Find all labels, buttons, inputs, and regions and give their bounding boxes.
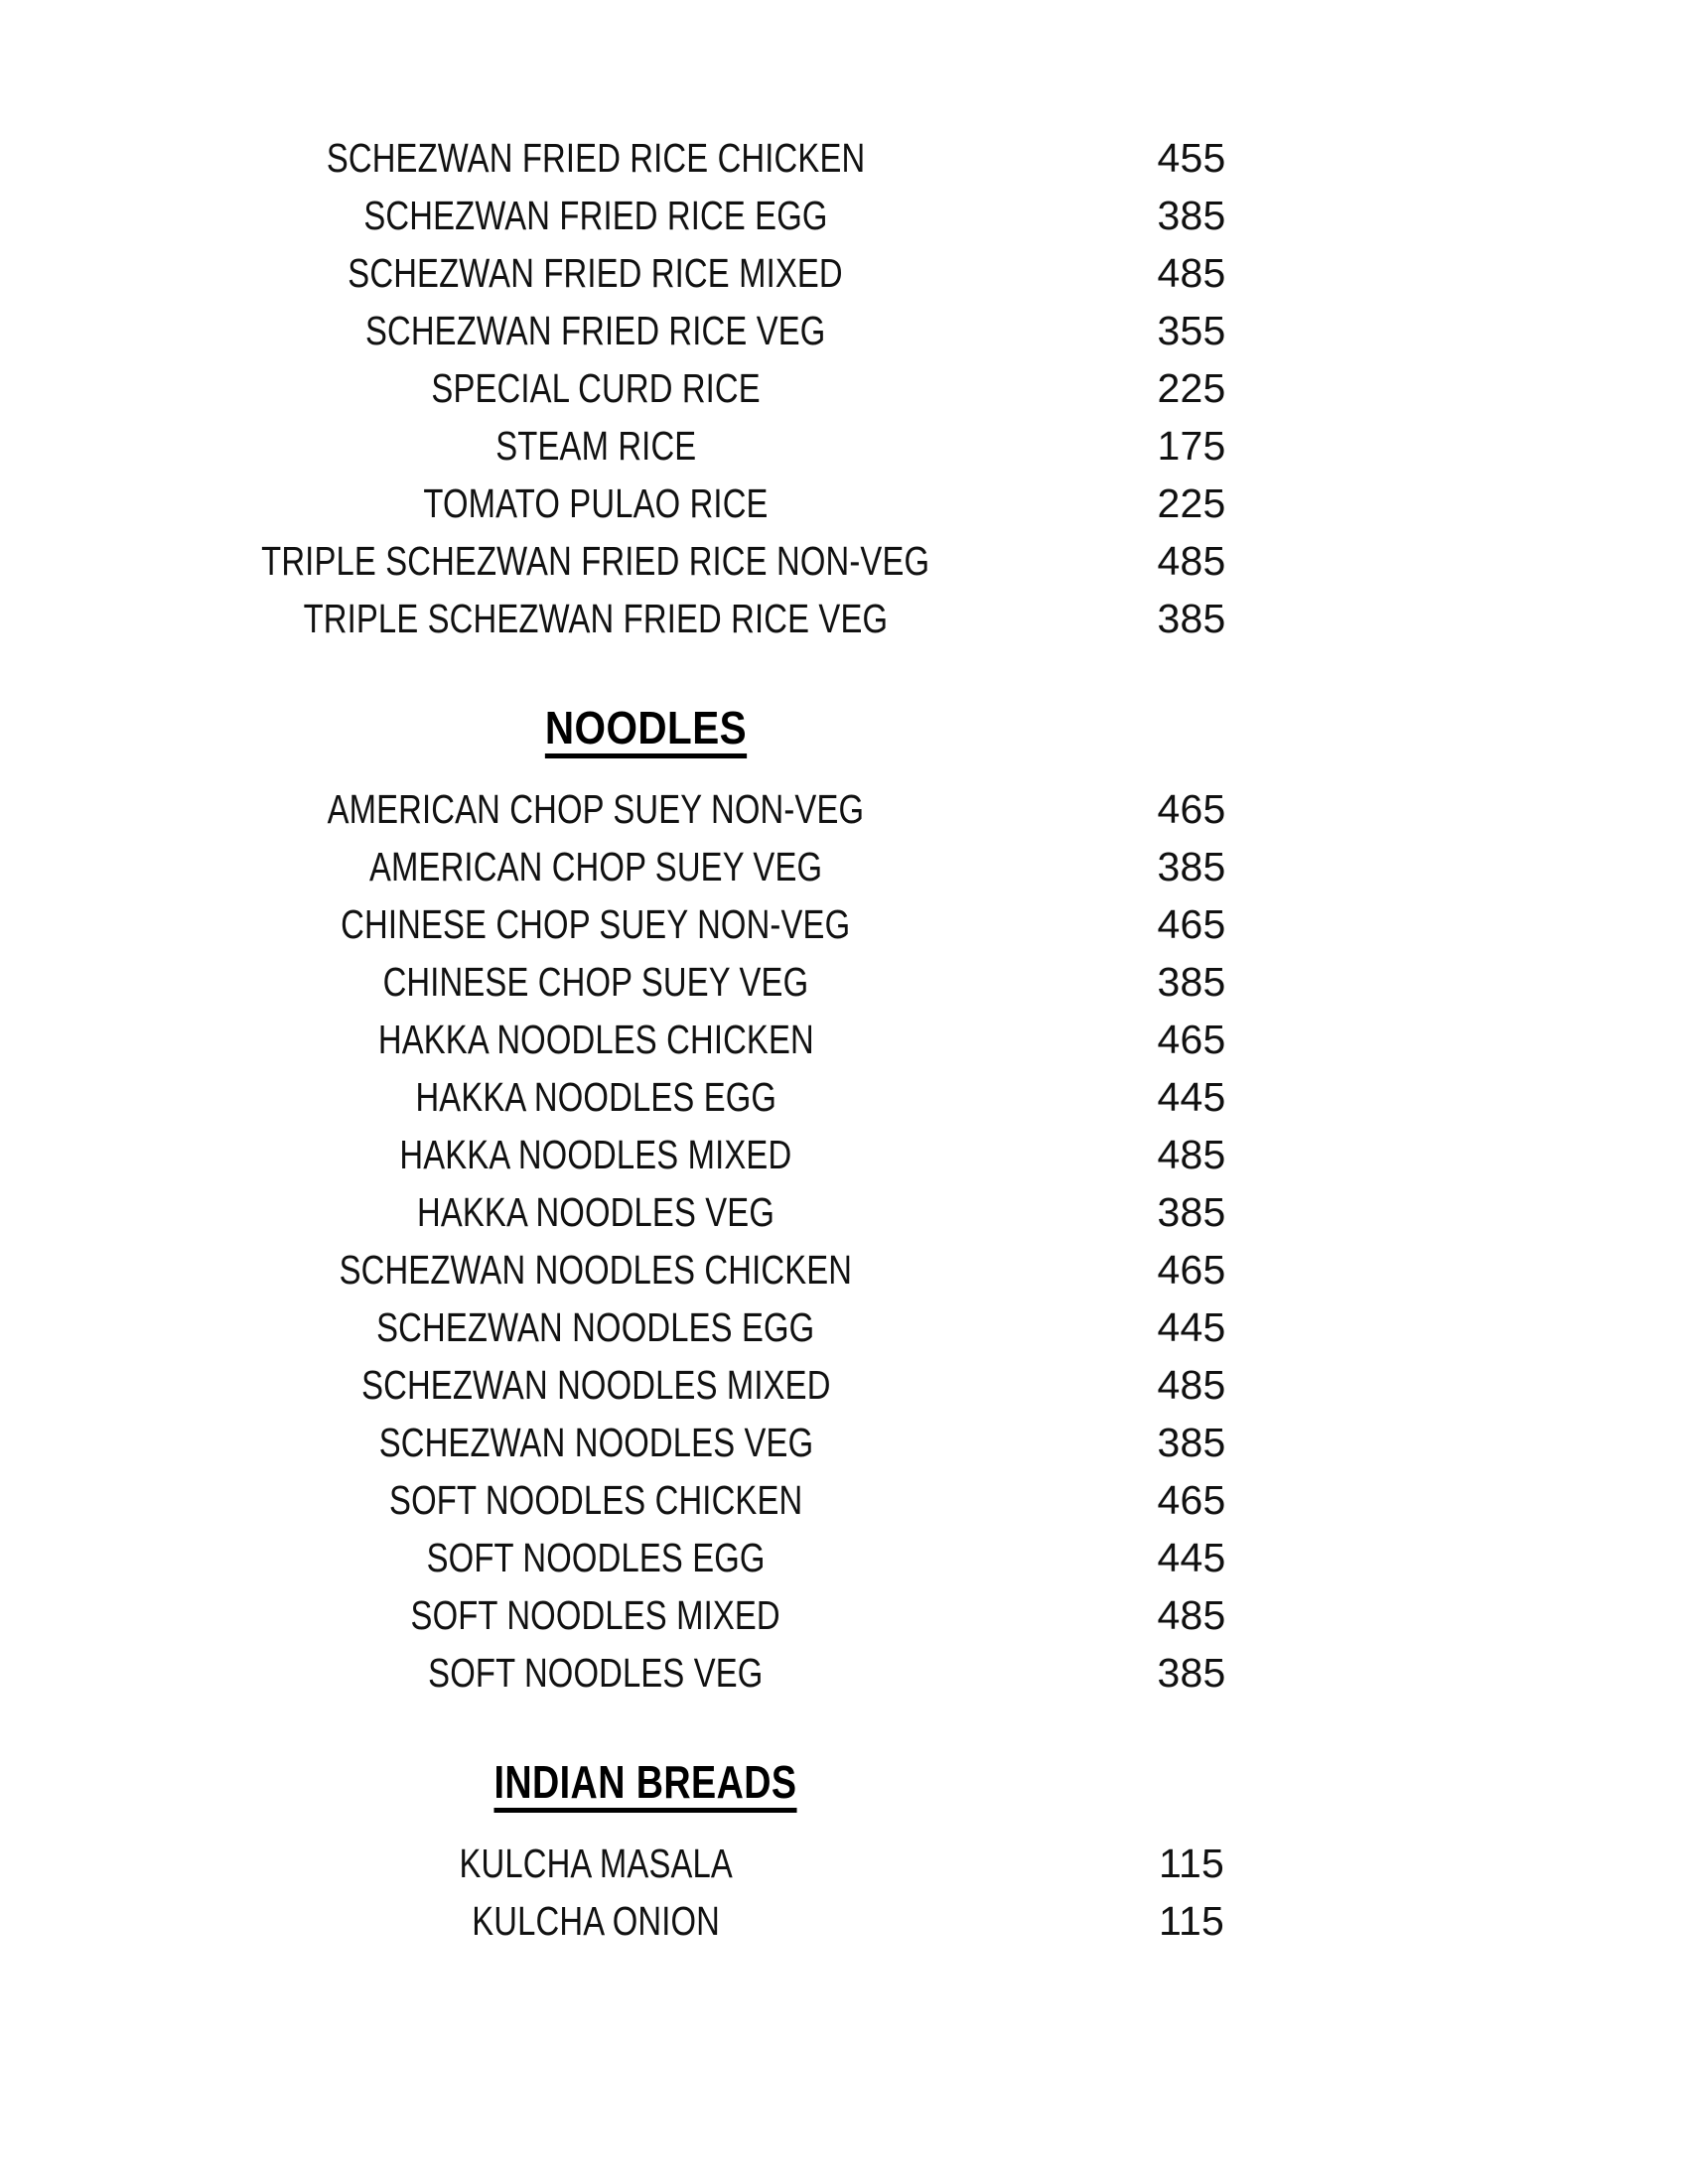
menu-item-name-label: KULCHA MASALA: [459, 1841, 733, 1886]
section-heading-label: NOODLES: [544, 705, 746, 758]
menu-item-price: 385: [1157, 1650, 1226, 1696]
menu-item-name-label: SCHEZWAN NOODLES MIXED: [360, 1362, 831, 1408]
menu-item-name-label: SOFT NOODLES EGG: [426, 1535, 766, 1580]
menu-item-row: [0, 532, 1291, 590]
menu-item-row: [0, 1892, 1291, 1950]
menu-item-row: [0, 1414, 1291, 1471]
menu-item-price: 455: [1157, 135, 1226, 181]
menu-item-name: [0, 1529, 1092, 1586]
menu-item-name-label: SCHEZWAN FRIED RICE CHICKEN: [326, 135, 866, 181]
menu-item-price: 385: [1157, 844, 1226, 889]
menu-item-row: [0, 302, 1291, 359]
menu-item-row: [0, 1298, 1291, 1356]
menu-item-name-label: SCHEZWAN FRIED RICE MIXED: [348, 250, 844, 296]
menu-item-name-label: SCHEZWAN NOODLES CHICKEN: [339, 1247, 853, 1293]
menu-item-row: [0, 359, 1291, 417]
menu-item-name-label: TRIPLE SCHEZWAN FRIED RICE VEG: [303, 596, 889, 641]
menu-item-row: [0, 895, 1291, 953]
menu-item-price: 465: [1157, 1247, 1226, 1293]
menu-item-row: [0, 244, 1291, 302]
menu-item-price: 385: [1157, 193, 1226, 238]
menu-item-name: [0, 590, 1092, 647]
menu-item-row: [0, 1586, 1291, 1644]
menu-item-name-label: SOFT NOODLES VEG: [428, 1650, 764, 1696]
menu-item-row: [0, 780, 1291, 838]
menu-item-price: 485: [1157, 1362, 1226, 1408]
menu-item-name: [0, 1068, 1092, 1126]
menu-item-price: 465: [1157, 1017, 1226, 1062]
menu-item-row: [0, 953, 1291, 1011]
menu-item-name: [0, 417, 1092, 475]
menu-item-row: [0, 590, 1291, 647]
menu-item-name-label: SCHEZWAN FRIED RICE EGG: [363, 193, 828, 238]
menu-item-price: 385: [1157, 959, 1226, 1005]
menu-item-row: [0, 129, 1291, 187]
menu-item-name: [0, 1892, 1092, 1950]
menu-item-name: [0, 532, 1092, 590]
menu-item-price: 465: [1157, 1477, 1226, 1523]
menu-item-row: [0, 1471, 1291, 1529]
menu-item-name: [0, 359, 1092, 417]
menu-item-price: 485: [1157, 538, 1226, 584]
menu-item-name: [0, 302, 1092, 359]
menu-item-price: 465: [1157, 901, 1226, 947]
menu-item-price: 115: [1159, 1841, 1224, 1886]
menu-item-name-label: SOFT NOODLES CHICKEN: [388, 1477, 803, 1523]
section-spacer: [0, 1813, 1688, 1835]
menu-item-name-label: SCHEZWAN NOODLES VEG: [378, 1420, 813, 1465]
menu-item-name-label: HAKKA NOODLES CHICKEN: [377, 1017, 814, 1062]
menu-item-name: [0, 838, 1092, 895]
menu-item-name-label: CHINESE CHOP SUEY NON-VEG: [341, 901, 851, 947]
menu-item-row: [0, 1183, 1291, 1241]
menu-item-price: 225: [1157, 365, 1226, 411]
section-spacer: [0, 647, 1688, 705]
menu-item-name: [0, 129, 1092, 187]
menu-item-row: [0, 1068, 1291, 1126]
menu-item-price: 485: [1157, 1132, 1226, 1177]
menu-item-price: 445: [1157, 1304, 1226, 1350]
menu-item-name: [0, 895, 1092, 953]
menu-section: [0, 1702, 1688, 1950]
menu-item-name: [0, 475, 1092, 532]
menu-item-name: [0, 1241, 1092, 1298]
menu-item-name: [0, 244, 1092, 302]
menu-item-price: 445: [1157, 1535, 1226, 1580]
menu-item-name-label: KULCHA ONION: [472, 1898, 720, 1944]
menu-item-row: [0, 1529, 1291, 1586]
menu-item-name: [0, 1011, 1092, 1068]
menu-item-name-label: STEAM RICE: [494, 423, 697, 469]
menu-item-name: [0, 187, 1092, 244]
menu-item-name-label: AMERICAN CHOP SUEY VEG: [368, 844, 823, 889]
menu-item-price: 385: [1157, 1420, 1226, 1465]
menu-item-name-label: SPECIAL CURD RICE: [431, 365, 761, 411]
menu-item-name-label: TOMATO PULAO RICE: [423, 480, 769, 526]
section-spacer: [0, 1702, 1688, 1759]
menu-item-price: 485: [1157, 250, 1226, 296]
menu-item-name-label: AMERICAN CHOP SUEY NON-VEG: [327, 786, 865, 832]
menu-item-name-label: SOFT NOODLES MIXED: [410, 1592, 781, 1638]
menu-item-row: [0, 1011, 1291, 1068]
menu-item-row: [0, 1835, 1291, 1892]
menu-item-price: 465: [1157, 786, 1226, 832]
menu-item-name-label: CHINESE CHOP SUEY VEG: [382, 959, 809, 1005]
menu-item-name: [0, 1298, 1092, 1356]
menu-item-price: 445: [1157, 1074, 1226, 1120]
menu-item-row: [0, 417, 1291, 475]
menu-item-name-label: HAKKA NOODLES VEG: [417, 1189, 774, 1235]
menu-item-name: [0, 1644, 1092, 1702]
menu-item-name-label: HAKKA NOODLES MIXED: [399, 1132, 792, 1177]
menu-item-price: 115: [1159, 1898, 1224, 1944]
menu-item-name: [0, 1471, 1092, 1529]
menu-item-name-label: SCHEZWAN NOODLES EGG: [376, 1304, 815, 1350]
menu-item-price: 225: [1157, 480, 1226, 526]
section-heading-label: INDIAN BREADS: [493, 1759, 796, 1813]
menu-item-row: [0, 1126, 1291, 1183]
menu-section: [0, 129, 1688, 647]
menu-item-name-label: HAKKA NOODLES EGG: [415, 1074, 776, 1120]
menu-item-name: [0, 1183, 1092, 1241]
menu-item-row: [0, 1356, 1291, 1414]
menu-item-price: 385: [1157, 1189, 1226, 1235]
menu-item-row: [0, 1241, 1291, 1298]
menu-item-row: [0, 1644, 1291, 1702]
section-heading-wrap: [0, 702, 1291, 758]
menu-item-name: [0, 1126, 1092, 1183]
menu-item-price: 175: [1157, 423, 1226, 469]
section-heading-indian-breads: [0, 1756, 1291, 1813]
menu-item-name: [0, 780, 1092, 838]
section-heading-wrap: [0, 1756, 1291, 1813]
menu-item-name: [0, 1586, 1092, 1644]
menu-item-row: [0, 475, 1291, 532]
menu-item-name-label: TRIPLE SCHEZWAN FRIED RICE NON-VEG: [261, 538, 930, 584]
menu-item-price: 485: [1157, 1592, 1226, 1638]
menu-item-row: [0, 187, 1291, 244]
menu-item-name: [0, 1414, 1092, 1471]
menu-item-row: [0, 838, 1291, 895]
menu-item-price: 385: [1157, 596, 1226, 641]
menu-item-name-label: SCHEZWAN FRIED RICE VEG: [365, 308, 826, 353]
menu-body: [0, 129, 1688, 1950]
menu-item-name: [0, 1356, 1092, 1414]
menu-section: [0, 647, 1688, 1702]
section-heading-noodles: [0, 702, 1291, 758]
section-spacer: [0, 758, 1688, 780]
menu-item-name: [0, 1835, 1092, 1892]
menu-item-name: [0, 953, 1092, 1011]
menu-item-price: 355: [1157, 308, 1226, 353]
